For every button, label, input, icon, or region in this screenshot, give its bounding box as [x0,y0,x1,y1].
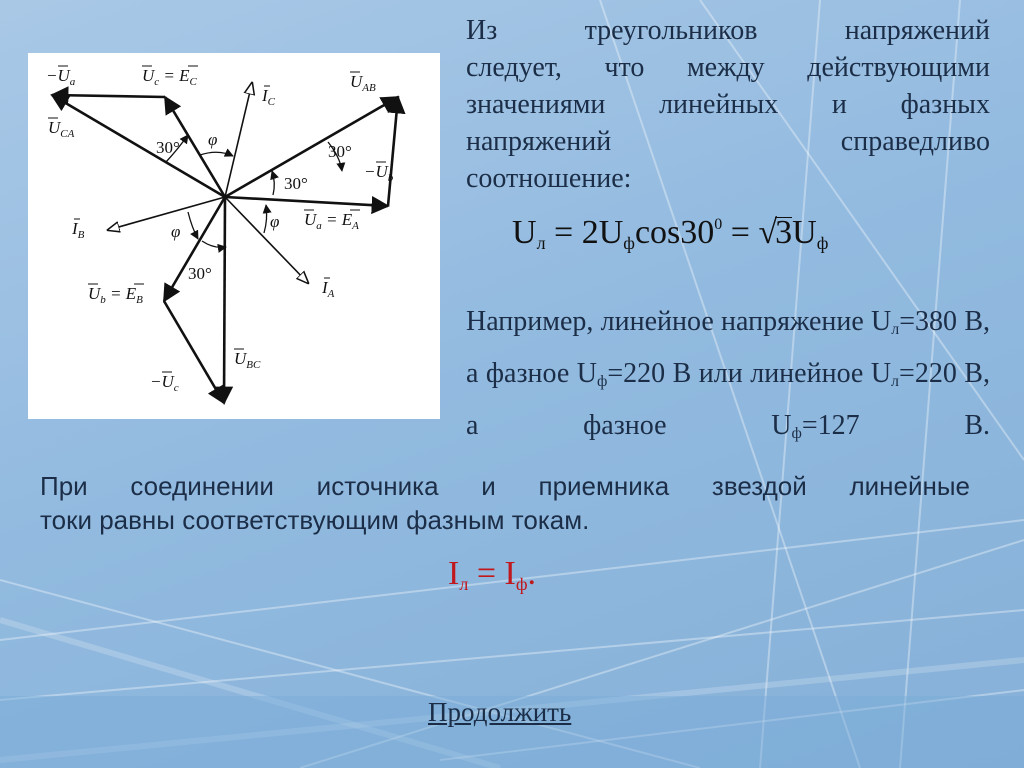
paragraph-relation-intro [466,12,990,197]
formula-voltage-relation: $U_л = 2U_ф\cos 30^0 = √3U_ф$ [512,214,829,253]
label-ub-eb: $U_b = E_B$ [88,284,143,306]
label-uab: $U_{AB}$ [350,72,376,94]
label-angle-30-mid: 30° [284,174,308,193]
label-ua-neg: $-U_a$ [46,66,76,88]
formula-current-relation: $I_л = I_ф$. [448,555,536,594]
paragraph-example: Например, линейное напряжение $U_л=380$ В, а фазное $U_ф=220$ В или линейное $U_л=220$ В, а фазное $U_ф=127$ В. [466,306,990,442]
vector-ic [225,83,252,197]
label-angle-phi-right: φ [270,212,280,231]
paragraph-1-line-3: значениями линейных и фазных [466,89,990,120]
paragraph-1-line-4: напряжений справедливо [466,126,990,157]
label-angle-30-bottom: 30° [188,264,212,283]
label-uca: $U_{CA}$ [48,118,75,140]
vector-ua-neg [52,95,165,97]
arc-30-bottom [202,241,226,247]
vector-ubc [224,197,225,403]
paragraph-3-line-1: При соединении источника и приемника звездой линейные [40,471,970,501]
paragraph-star-currents [40,469,970,537]
neutral-point [223,195,228,200]
vector-ub-neg [388,97,398,206]
label-angle-phi-top: φ [208,130,218,149]
label-ub-neg: $-U_b$ [364,162,394,184]
arc-phi-left [188,212,198,239]
label-angle-30-right: 30° [328,142,352,161]
paragraph-1-line-5: соотношение: [466,163,632,194]
paragraph-1-line-2: следует, что между действующими [466,52,990,83]
label-angle-phi-left: φ [171,222,181,241]
label-angle-30-left: 30° [156,138,180,157]
phasor-diagram-svg [28,53,440,419]
label-uc-ec: $U_c = E_C$ [142,66,197,88]
label-uc-neg: $-U_c$ [150,372,179,394]
continue-link[interactable]: Продолжить [428,697,572,727]
vector-uab [225,97,398,197]
arc-phi-right [264,205,267,233]
paragraph-1-line-1: Из треугольников напряжений [466,15,990,46]
vector-ua [225,197,388,206]
vector-ub [164,197,225,301]
label-ib: $I_B$ [72,219,85,241]
label-ubc: $U_{BC}$ [234,349,261,371]
arc-30-mid [272,171,274,195]
vector-uca [52,95,225,197]
paragraph-3-line-2: токи равны соответствующим фазным токам. [40,505,590,535]
label-ic: $I_C$ [262,86,276,108]
label-ia: $I_A$ [322,278,335,300]
label-ua-ea: $U_a = E_A$ [304,210,359,232]
arc-phi-top [200,152,233,156]
phasor-diagram [28,53,440,419]
